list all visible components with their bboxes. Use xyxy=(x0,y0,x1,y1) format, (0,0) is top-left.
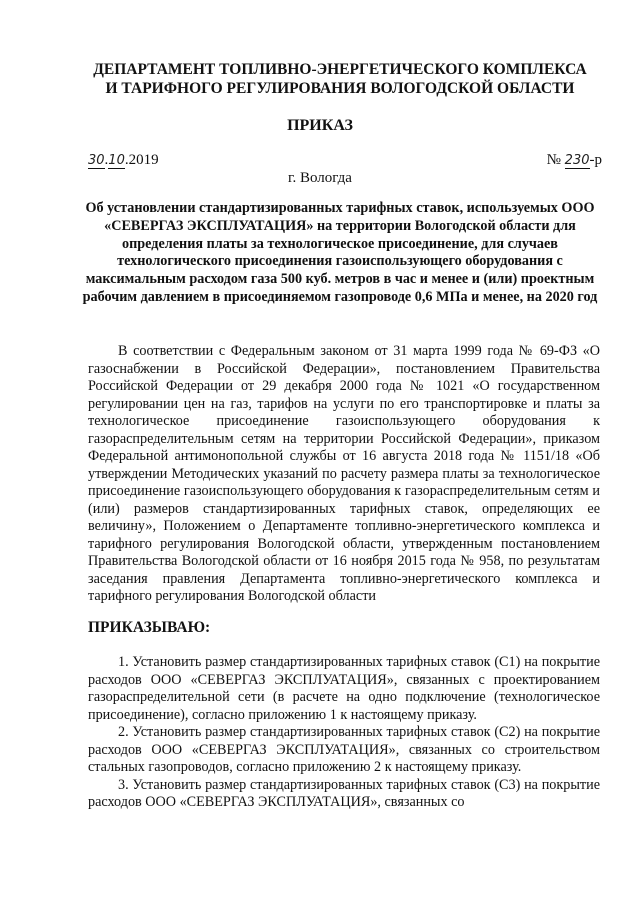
department-header xyxy=(80,60,600,98)
date-month-handwritten: 10 xyxy=(108,153,125,168)
order-items xyxy=(88,654,600,812)
order-date xyxy=(88,152,159,169)
order-number xyxy=(547,152,602,169)
document-type-title: ПРИКАЗ xyxy=(287,117,353,134)
date-year: .2019 xyxy=(124,152,159,168)
order-item-3: 3. Установить размер стандартизированных тарифных ставок (С3) на покрытие расходов ООО «СЕВЕРГАЗ ЭКСПЛУАТАЦИЯ», связанных со xyxy=(88,776,600,810)
date-separator: . xyxy=(104,152,109,168)
header-line-1: ДЕПАРТАМЕНТ ТОПЛИВНО-ЭНЕРГЕТИЧЕСКОГО КОМПЛЕКСА xyxy=(93,61,587,78)
preamble-paragraph: В соответствии с Федеральным законом от 31 марта 1999 года № 69-ФЗ «О газоснабжении в Российской Федерации», постановлением Правительства Российской Федерации от 29 декабря 2000 года № 1021 «О государственном регулировании цен на газ, тарифов на услуги по его транспортировке и платы за технологическое присоединение газоиспользующего оборудования к газораспределительным сетям на территории Российской Федерации», приказом Федеральной антимонопольной службы от 16 августа 2018 года № 1151/18 «Об утверждении Методических указаний по расчету размера платы за технологическое присоединение газоиспользующего оборудования к газораспределительным сетям и (или) размеров стандартизированных тарифных ставок, определяющих ее величину», Положением о Департаменте топливно-энергетического комплекса и тарифного регулирования Вологодской области, утвержденным постановлением Правительства Вологодской области от 16 ноября 2015 года № 958, по результатам заседания правления Департамента топливно-энергетического комплекса и тарифного регулирования Вологодской области xyxy=(88,343,600,604)
header-line-2: И ТАРИФНОГО РЕГУЛИРОВАНИЯ ВОЛОГОДСКОЙ ОБЛАСТИ xyxy=(105,80,575,97)
city-name: г. Вологда xyxy=(288,170,352,186)
number-suffix: -р xyxy=(589,152,602,168)
order-item-2: 2. Установить размер стандартизированных тарифных ставок (С2) на покрытие расходов ООО «СЕВЕРГАЗ ЭКСПЛУАТАЦИЯ», связанных со строительством стальных газопроводов, согласно приложению 2 к настоящему приказу. xyxy=(88,724,600,775)
order-subject: Об установлении стандартизированных тарифных ставок, используемых ООО «СЕВЕРГАЗ ЭКСПЛУАТАЦИЯ» на территории Вологодской области для определения платы за технологическое присоединение, для случаев технологического присоединения газоиспользующего оборудования с максимальным расходом газа 500 куб. метров в час и менее и (или) проектным рабочим давлением в присоединяемом газопроводе 0,6 МПа и менее, на 2020 год xyxy=(82,200,598,305)
decree-word: ПРИКАЗЫВАЮ: xyxy=(88,619,211,636)
order-item-1: 1. Установить размер стандартизированных тарифных ставок (С1) на покрытие расходов ООО «СЕВЕРГАЗ ЭКСПЛУАТАЦИЯ», связанных с проектированием газораспределительной сети (в расчете на одно подключение (технологическое присоединение), согласно приложению 1 к настоящему приказу. xyxy=(88,654,600,723)
number-prefix: № xyxy=(546,152,561,168)
number-handwritten: 230 xyxy=(564,153,590,168)
date-day-handwritten: 30 xyxy=(88,153,105,168)
